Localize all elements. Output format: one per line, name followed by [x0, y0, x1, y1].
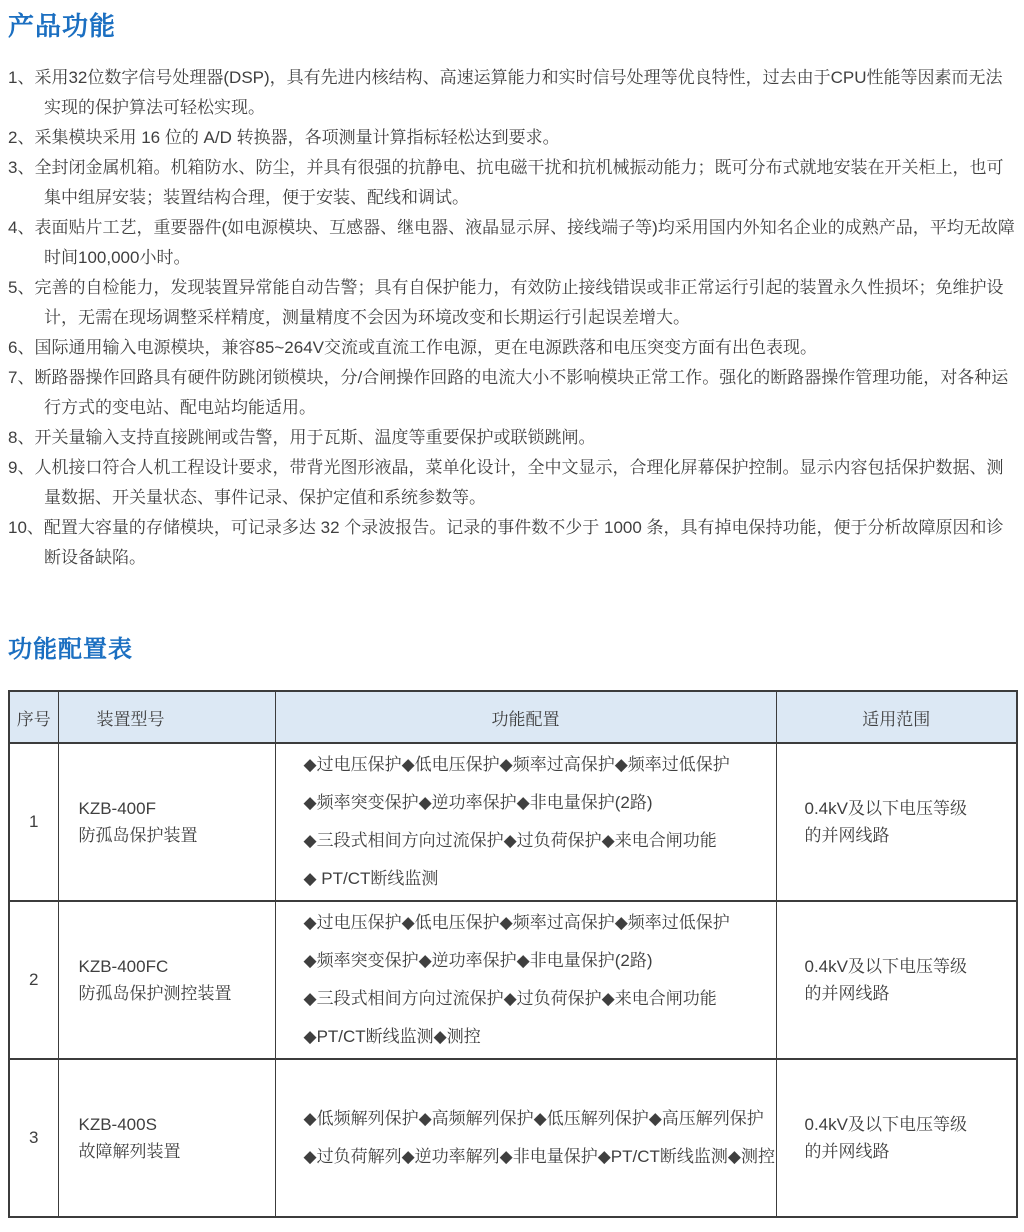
header-cell-scope: 适用范围 — [776, 691, 1017, 743]
cell-model — [58, 743, 275, 901]
feature-item — [8, 153, 1016, 213]
feature-text: 采集模块采用 16 位的 A/D 转换器，各项测量计算指标轻松达到要求。 — [34, 128, 560, 147]
function-line: ◆频率突变保护◆逆功率保护◆非电量保护(2路) — [303, 951, 653, 970]
feature-number: 3、 — [8, 158, 35, 177]
feature-number: 4、 — [8, 218, 35, 237]
feature-text: 全封闭金属机箱。机箱防水、防尘，并具有很强的抗静电、抗电磁干扰和抗机械振动能力；既可分布式就地安装在开关柜上，也可集中组屏安装；装置结构合理，便于安装、配线和调试。 — [34, 158, 1004, 207]
header-cell-functions: 功能配置 — [275, 691, 776, 743]
function-line: ◆频率突变保护◆逆功率保护◆非电量保护(2路) — [303, 793, 653, 812]
feature-number: 10、 — [8, 518, 44, 537]
cell-model — [58, 1059, 275, 1217]
table-section-title: 功能配置表 — [8, 636, 133, 663]
cell-row-number: 1 — [9, 743, 58, 901]
feature-text: 配置大容量的存储模块，可记录多达 32 个录波报告。记录的事件数不少于 1000 条，具有掉电保持功能，便于分析故障原因和诊断设备缺陷。 — [43, 518, 1004, 567]
feature-text: 开关量输入支持直接跳闸或告警，用于瓦斯、温度等重要保护或联锁跳闸。 — [34, 428, 596, 447]
feature-item — [8, 333, 1016, 363]
cell-scope: 0.4kV及以下电压等级的并网线路 — [776, 901, 1017, 1059]
feature-list — [8, 63, 1016, 573]
feature-number: 5、 — [8, 278, 35, 297]
function-line: ◆三段式相间方向过流保护◆过负荷保护◆来电合闸功能 — [303, 989, 717, 1008]
feature-item — [8, 513, 1016, 573]
model-description: 防孤岛保护测控装置 — [78, 984, 232, 1003]
feature-text: 采用32位数字信号处理器(DSP)，具有先进内核结构、高速运算能力和实时信号处理等优良特性，过去由于CPU性能等因素而无法实现的保护算法可轻松实现。 — [34, 68, 1003, 117]
feature-number: 1、 — [8, 68, 35, 87]
model-description: 防孤岛保护装置 — [78, 826, 198, 845]
feature-item — [8, 423, 1016, 453]
page-title: 产品功能 — [8, 11, 117, 41]
cell-functions — [275, 1059, 776, 1217]
function-line: ◆PT/CT断线监测◆测控 — [303, 1027, 481, 1046]
feature-number: 7、 — [8, 368, 35, 387]
cell-model — [58, 901, 275, 1059]
header-cell-model: 装置型号 — [58, 691, 275, 743]
cell-functions — [275, 901, 776, 1059]
function-line: ◆过电压保护◆低电压保护◆频率过高保护◆频率过低保护 — [303, 755, 730, 774]
feature-item — [8, 213, 1016, 273]
feature-number: 9、 — [8, 458, 35, 477]
function-line: ◆过电压保护◆低电压保护◆频率过高保护◆频率过低保护 — [303, 913, 730, 932]
feature-item — [8, 63, 1016, 123]
model-name: KZB-400S — [78, 1115, 157, 1134]
function-line: ◆ PT/CT断线监测 — [303, 869, 439, 888]
cell-row-number: 3 — [9, 1059, 58, 1217]
feature-text: 人机接口符合人机工程设计要求，带背光图形液晶，菜单化设计，全中文显示，合理化屏幕保护控制。显示内容包括保护数据、测量数据、开关量状态、事件记录、保护定值和系统参数等。 — [34, 458, 1004, 507]
feature-number: 6、 — [8, 338, 35, 357]
feature-item — [8, 363, 1016, 423]
feature-text: 国际通用输入电源模块，兼容85~264V交流或直流工作电源，更在电源跌落和电压突变方面有出色表现。 — [34, 338, 818, 357]
feature-number: 2、 — [8, 128, 35, 147]
feature-item — [8, 453, 1016, 513]
model-description: 故障解列装置 — [78, 1142, 181, 1161]
feature-item — [8, 273, 1016, 333]
cell-scope: 0.4kV及以下电压等级的并网线路 — [776, 1059, 1017, 1217]
function-config-table — [8, 690, 1018, 1218]
table-row — [9, 743, 1017, 901]
cell-scope: 0.4kV及以下电压等级的并网线路 — [776, 743, 1017, 901]
table-header-row — [9, 691, 1017, 743]
model-name: KZB-400F — [78, 799, 156, 818]
header-cell-no: 序号 — [9, 691, 58, 743]
feature-number: 8、 — [8, 428, 35, 447]
feature-text: 完善的自检能力，发现装置异常能自动告警；具有自保护能力，有效防止接线错误或非正常运行引起的装置永久性损坏；免维护设计，无需在现场调整采样精度，测量精度不会因为环境改变和长期运行引起误差增大。 — [34, 278, 1004, 327]
table-row — [9, 1059, 1017, 1217]
feature-text: 断路器操作回路具有硬件防跳闭锁模块，分/合闸操作回路的电流大小不影响模块正常工作。强化的断路器操作管理功能，对各种运行方式的变电站、配电站均能适用。 — [34, 368, 1009, 417]
table-row — [9, 901, 1017, 1059]
feature-text: 表面贴片工艺，重要器件(如电源模块、互感器、继电器、液晶显示屏、接线端子等)均采用国内外知名企业的成熟产品，平均无故障时间100,000小时。 — [34, 218, 1015, 267]
feature-item — [8, 123, 1016, 153]
cell-row-number: 2 — [9, 901, 58, 1059]
function-line: ◆过负荷解列◆逆功率解列◆非电量保护◆PT/CT断线监测◆测控 — [303, 1147, 775, 1166]
function-line: ◆三段式相间方向过流保护◆过负荷保护◆来电合闸功能 — [303, 831, 717, 850]
cell-functions — [275, 743, 776, 901]
function-line: ◆低频解列保护◆高频解列保护◆低压解列保护◆高压解列保护 — [303, 1109, 764, 1128]
model-name: KZB-400FC — [78, 957, 169, 976]
